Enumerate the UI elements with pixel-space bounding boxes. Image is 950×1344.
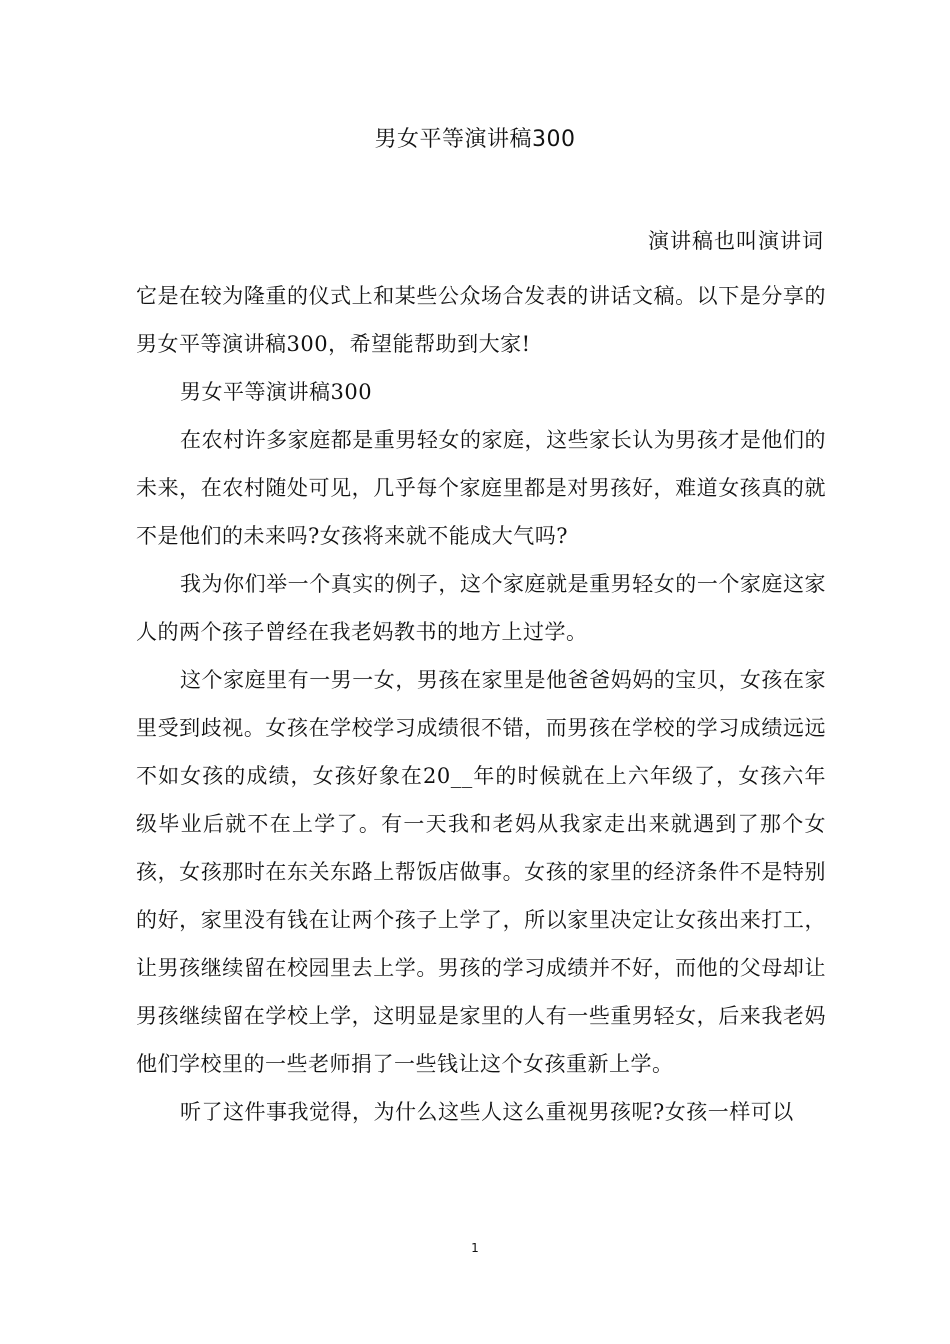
document-body bbox=[136, 272, 826, 1136]
section-heading: 男女平等演讲稿300 bbox=[180, 380, 373, 404]
body-paragraph: 我为你们举一个真实的例子，这个家庭就是重男轻女的一个家庭这家人的两个孩子曾经在我老妈教书的地方上过学。 bbox=[136, 572, 826, 644]
document-title: 男女平等演讲稿300 bbox=[374, 127, 576, 152]
body-paragraph: 这个家庭里有一男一女，男孩在家里是他爸爸妈妈的宝贝，女孩在家里受到歧视。女孩在学校学习成绩很不错，而男孩在学校的学习成绩远远不如女孩的成绩，女孩好象在20__年的时候就在上六年级了，女孩六年级毕业后就不在上学了。有一天我和老妈从我家走出来就遇到了那个女孩，女孩那时在东关东路上帮饭店做事。女孩的家里的经济条件不是特别的好，家里没有钱在让两个孩子上学了，所以家里决定让女孩出来打工，让男孩继续留在校园里去上学。男孩的学习成绩并不好，而他的父母却让男孩继续留在学校上学，这明显是家里的人有一些重男轻女，后来我老妈他们学校里的一些老师捐了一些钱让这个女孩重新上学。 bbox=[136, 668, 826, 1076]
body-paragraph: 在农村许多家庭都是重男轻女的家庭，这些家长认为男孩才是他们的未来，在农村随处可见，几乎每个家庭里都是对男孩好，难道女孩真的就不是他们的未来吗?女孩将来就不能成大气吗? bbox=[136, 428, 826, 548]
intro-paragraph: 它是在较为隆重的仪式上和某些公众场合发表的讲话文稿。以下是分享的男女平等演讲稿300，希望能帮助到大家! bbox=[136, 284, 826, 356]
page-number: 1 bbox=[471, 1241, 479, 1255]
body-paragraph: 听了这件事我觉得，为什么这些人这么重视男孩呢?女孩一样可以 bbox=[180, 1100, 794, 1124]
byline: 演讲稿也叫演讲词 bbox=[648, 229, 824, 253]
